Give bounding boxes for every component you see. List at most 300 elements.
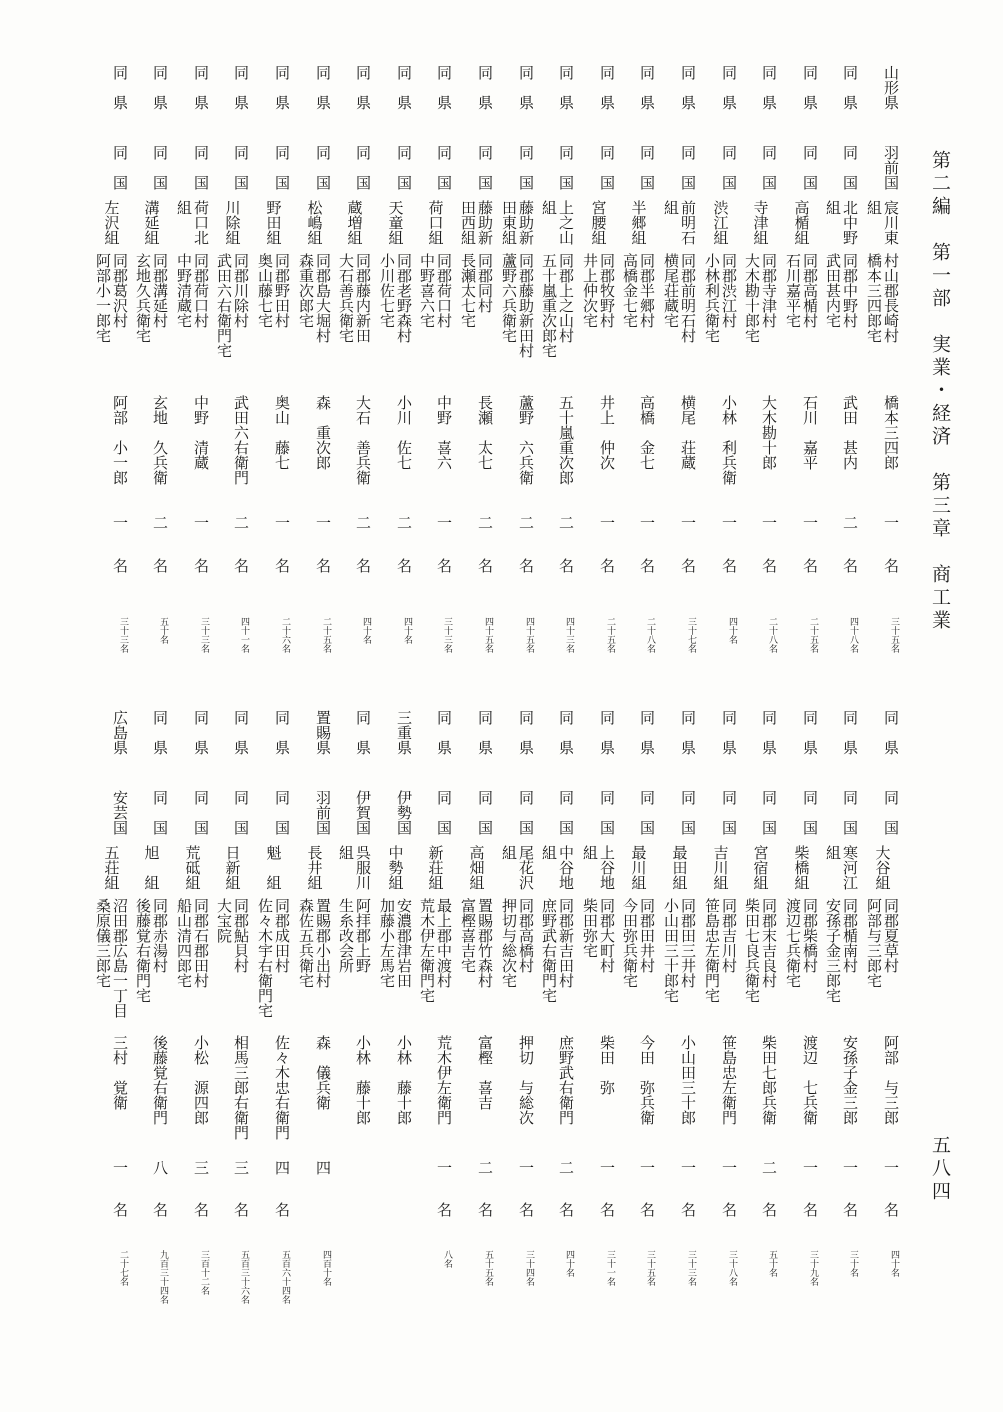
owner-name: 柴田 弥 <box>598 1035 616 1095</box>
group-name-line: 長井組 <box>305 845 324 890</box>
address-line: 阿部小一郎宅 <box>94 253 112 343</box>
province: 同 国 <box>314 145 332 190</box>
group-name-line: 上谷地 <box>598 845 616 890</box>
address-line: 笹島忠左衛門宅 <box>703 898 721 1003</box>
count: 一 <box>841 1160 859 1175</box>
group-name <box>212 200 252 245</box>
group-name-line: 新荘組 <box>426 845 445 890</box>
address <box>294 898 334 988</box>
count-unit: 名 <box>111 1202 129 1217</box>
register-entry <box>131 705 171 1325</box>
address-line: 奥山藤七宅 <box>256 253 274 328</box>
group-name-line: 組 <box>865 200 883 215</box>
group-name <box>334 200 374 245</box>
owner-name: 押切 与総次 <box>517 1035 535 1125</box>
register-entry <box>781 60 821 670</box>
group-name-line: 荒砥組 <box>183 845 202 890</box>
prefecture: 同 県 <box>273 710 291 755</box>
province: 同 国 <box>557 790 575 835</box>
owner-name: 大木勘十郎 <box>760 395 778 470</box>
address-line: 村山郡長崎村 <box>882 253 900 343</box>
group-name-line: 川除組 <box>223 200 242 245</box>
worker-count: 四十八名 <box>848 617 858 653</box>
group-name <box>821 845 861 890</box>
register-entry <box>91 60 131 670</box>
province: 同 国 <box>517 790 535 835</box>
address <box>375 898 415 988</box>
owner-name: 奥山 藤七 <box>273 395 291 470</box>
group-name <box>862 845 902 890</box>
worker-count: 三十五名 <box>889 617 899 653</box>
address <box>253 898 293 1018</box>
prefecture: 同 県 <box>354 65 372 110</box>
address-line: 桑原儀三郎宅 <box>94 898 112 988</box>
owner-name: 後藤覚右衛門 <box>151 1035 169 1125</box>
register-entry <box>700 60 740 670</box>
address-line: 同郡柴橋村 <box>801 898 819 973</box>
register-entry <box>578 705 618 1325</box>
address <box>375 253 415 343</box>
register-entry <box>294 705 334 1325</box>
owner-name: 小林 藤十郎 <box>354 1035 372 1125</box>
count: 一 <box>598 1160 616 1175</box>
province: 伊勢国 <box>395 790 413 835</box>
address <box>497 898 537 988</box>
group-name-line: 溝延組 <box>142 200 161 245</box>
prefecture: 同 県 <box>638 710 656 755</box>
prefecture: 同 県 <box>517 65 535 110</box>
group-name <box>781 200 821 245</box>
group-name-line: 天童組 <box>386 200 405 245</box>
address-line: 大木勘十郎宅 <box>743 253 761 343</box>
province: 同 国 <box>801 145 819 190</box>
address-line: 小林利兵衛宅 <box>703 253 721 343</box>
address-line: 井上仲次宅 <box>581 253 599 328</box>
prefecture: 同 県 <box>720 65 738 110</box>
province: 同 国 <box>151 790 169 835</box>
count-unit: 名 <box>882 1202 900 1217</box>
count: 二 <box>476 515 494 530</box>
register-entry <box>415 705 455 1325</box>
register-entry <box>456 705 496 1325</box>
worker-count: 四十名 <box>361 617 371 644</box>
address <box>578 253 618 328</box>
address-line: 加藤小左馬宅 <box>378 898 396 988</box>
group-name-line: 呉服川 <box>354 845 372 890</box>
group-name <box>781 845 821 890</box>
group-name-line: 組 <box>540 200 558 215</box>
worker-count: 五百三十六名 <box>239 1250 249 1304</box>
group-name-line: 藤助新 <box>517 200 535 245</box>
register-entry <box>497 60 537 670</box>
address-line: 玄地久兵衛宅 <box>134 253 152 343</box>
worker-count: 四百十名 <box>321 1250 331 1286</box>
count: 二 <box>557 1160 575 1175</box>
owner-name: 佐々木忠右衛門 <box>273 1035 291 1140</box>
owner-name: 蘆野 六兵衛 <box>517 395 535 485</box>
address-line: 同郡鮎貝村 <box>232 898 250 973</box>
group-name-line: 尾花沢 <box>517 845 535 890</box>
worker-count: 五十五名 <box>483 1250 493 1286</box>
count-unit: 名 <box>151 1202 169 1217</box>
group-name-line: 高楯組 <box>792 200 811 245</box>
group-name-line: 組 <box>824 200 842 215</box>
address-line: 柴田弥宅 <box>581 898 599 958</box>
address <box>821 898 861 1003</box>
register-entry <box>212 60 252 670</box>
group-name <box>212 845 252 890</box>
address <box>131 898 171 1003</box>
group-name <box>578 200 618 245</box>
group-name <box>578 845 618 890</box>
province: 安芸国 <box>111 790 129 835</box>
group-name-line: 組 <box>540 845 558 860</box>
group-name <box>497 845 537 890</box>
register-entry <box>172 60 212 670</box>
count: 一 <box>638 1160 656 1175</box>
group-name <box>456 845 496 890</box>
prefecture: 同 県 <box>151 65 169 110</box>
owner-name: 橋本三四郎 <box>882 395 900 470</box>
count-unit: 名 <box>841 1202 859 1217</box>
worker-count: 三十五名 <box>645 1250 655 1286</box>
address-line: 大宝院 <box>215 898 233 943</box>
count: 二 <box>760 1160 778 1175</box>
register-entry <box>253 60 293 670</box>
address <box>781 898 821 988</box>
page-number: 五八四 <box>929 1135 951 1204</box>
address-line: 同郡吉川村 <box>720 898 738 973</box>
address-line: 同郡夏草村 <box>882 898 900 973</box>
count-unit: 名 <box>273 1202 291 1217</box>
province: 同 国 <box>760 790 778 835</box>
count: 一 <box>720 1160 738 1175</box>
province: 同 国 <box>395 145 413 190</box>
group-name <box>497 200 537 245</box>
group-name-line: 日新組 <box>223 845 242 890</box>
prefecture: 同 県 <box>435 710 453 755</box>
prefecture: 広島県 <box>111 710 129 755</box>
address <box>618 898 658 988</box>
prefecture: 同 県 <box>598 710 616 755</box>
worker-count: 二十五名 <box>321 617 331 653</box>
prefecture: 同 県 <box>273 65 291 110</box>
count-unit: 名 <box>395 558 413 573</box>
prefecture: 同 県 <box>232 65 250 110</box>
register-entry <box>253 705 293 1325</box>
worker-count: 八名 <box>442 1250 452 1268</box>
address <box>212 898 252 973</box>
address <box>578 898 618 973</box>
province: 同 国 <box>598 790 616 835</box>
owner-name: 柴田七郎兵衛 <box>760 1035 778 1125</box>
register-entry <box>862 705 902 1325</box>
address-line: 安孫子金三郎宅 <box>824 898 842 1003</box>
worker-count: 三十一名 <box>605 1250 615 1286</box>
province: 同 国 <box>760 145 778 190</box>
group-name-line: 田西組 <box>459 200 477 245</box>
group-name-line: 野田組 <box>264 200 283 245</box>
group-name <box>375 845 415 890</box>
group-name <box>91 200 131 245</box>
register-entry <box>537 60 577 670</box>
count-unit: 名 <box>679 1202 697 1217</box>
owner-name: 相馬三郎右衛門 <box>232 1035 250 1140</box>
register-entry <box>375 60 415 670</box>
province: 同 国 <box>192 145 210 190</box>
count: 一 <box>679 1160 697 1175</box>
worker-count: 四十名 <box>889 1250 899 1277</box>
address <box>700 898 740 1003</box>
register-entry <box>618 60 658 670</box>
count-unit: 名 <box>598 1202 616 1217</box>
owner-name: 井上 仲次 <box>598 395 616 470</box>
prefecture: 同 県 <box>476 710 494 755</box>
count: 二 <box>151 515 169 530</box>
prefecture: 同 県 <box>192 710 210 755</box>
prefecture: 同 県 <box>679 710 697 755</box>
worker-count: 三十九名 <box>808 1250 818 1286</box>
owner-name: 小川 佐七 <box>395 395 413 470</box>
worker-count: 四十名 <box>727 617 737 644</box>
address-line: 同郡赤湯村 <box>151 898 169 973</box>
count: 四 <box>273 1160 291 1175</box>
worker-count: 二十七名 <box>118 1250 128 1286</box>
register-entry <box>740 60 780 670</box>
owner-name: 阿部 小一郎 <box>111 395 129 485</box>
owner-name: 高橋 金七 <box>638 395 656 470</box>
register-entry <box>618 705 658 1325</box>
owner-name: 小松 源四郎 <box>192 1035 210 1125</box>
address-line: 同郡渋江村 <box>720 253 738 328</box>
group-name <box>740 200 780 245</box>
owner-name: 中野 喜六 <box>435 395 453 470</box>
count-unit: 名 <box>760 558 778 573</box>
prefecture: 置賜県 <box>314 710 332 755</box>
count: 一 <box>314 515 332 530</box>
address-line: 同郡前明石村 <box>679 253 697 343</box>
group-name <box>253 845 293 890</box>
group-name <box>862 200 902 245</box>
address-line: 同郡藤内新田 <box>354 253 372 343</box>
worker-count: 四十五名 <box>524 617 534 653</box>
prefecture: 同 県 <box>841 65 859 110</box>
province: 羽前国 <box>882 145 900 190</box>
group-name-line: 松嶋組 <box>305 200 324 245</box>
owner-name: 大石 善兵衛 <box>354 395 372 485</box>
province: 同 国 <box>598 145 616 190</box>
address <box>172 898 212 988</box>
count: 二 <box>476 1160 494 1175</box>
owner-name: 笹島忠左衛門 <box>720 1035 738 1125</box>
address <box>212 253 252 358</box>
prefecture: 同 県 <box>598 65 616 110</box>
address <box>131 253 171 343</box>
group-name-line: 組 <box>581 845 599 860</box>
worker-count: 五百六十四名 <box>280 1250 290 1304</box>
address-line: 同郡上之山村 <box>557 253 575 343</box>
address-line: 中野清蔵宅 <box>175 253 193 328</box>
count-unit: 名 <box>720 1202 738 1217</box>
count-unit: 名 <box>111 558 129 573</box>
address <box>172 253 212 328</box>
group-name <box>740 845 780 890</box>
worker-count: 三十三名 <box>686 1250 696 1286</box>
group-name-line: 宸川東 <box>882 200 900 245</box>
group-name <box>294 200 334 245</box>
group-name-line: 最田組 <box>670 845 689 890</box>
count: 二 <box>354 515 372 530</box>
owner-name: 武田 甚内 <box>841 395 859 470</box>
owner-name: 阿部 与三郎 <box>882 1035 900 1125</box>
province: 同 国 <box>476 145 494 190</box>
group-name-line: 蔵増組 <box>345 200 364 245</box>
group-name-line: 左沢組 <box>102 200 121 245</box>
count-unit: 名 <box>882 558 900 573</box>
count: 二 <box>232 515 250 530</box>
group-name-line: 寺津組 <box>751 200 770 245</box>
address <box>781 253 821 328</box>
province: 同 国 <box>679 790 697 835</box>
address <box>91 898 131 1018</box>
count: 一 <box>882 1160 900 1175</box>
group-name <box>172 845 212 890</box>
group-name-line: 組 <box>500 845 518 860</box>
group-name <box>415 200 455 245</box>
group-name <box>700 845 740 890</box>
address-line: 荒木伊左衛門宅 <box>418 898 436 1003</box>
address <box>415 253 455 328</box>
group-name-line: 高畑組 <box>467 845 486 890</box>
owner-name: 横尾 荘蔵 <box>679 395 697 470</box>
address <box>456 898 496 988</box>
count: 一 <box>517 1160 535 1175</box>
group-name-line: 宮宿組 <box>751 845 770 890</box>
address-line: 阿拝郡上野 <box>354 898 372 973</box>
register-entry <box>659 705 699 1325</box>
group-name-line: 旭 組 <box>142 845 161 890</box>
group-name <box>537 200 577 245</box>
group-name <box>456 200 496 245</box>
worker-count: 三十八名 <box>727 1250 737 1286</box>
group-name-line: 半郷組 <box>629 200 648 245</box>
prefecture: 同 県 <box>801 65 819 110</box>
prefecture: 同 県 <box>232 710 250 755</box>
count: 一 <box>638 515 656 530</box>
count-unit: 名 <box>151 558 169 573</box>
address-line: 同郡楯南村 <box>841 898 859 973</box>
address <box>659 253 699 343</box>
count-unit: 名 <box>476 1202 494 1217</box>
register-entry <box>781 705 821 1325</box>
owner-name: 三村 覚衛 <box>111 1035 129 1110</box>
owner-name: 石川 嘉平 <box>801 395 819 470</box>
group-name-line: 藤助新 <box>476 200 494 245</box>
worker-count: 三十三名 <box>118 617 128 653</box>
province: 羽前国 <box>314 790 332 835</box>
register-upper-block <box>0 60 1003 670</box>
address-line: 同郡荷口村 <box>435 253 453 328</box>
address-line: 富樫喜吉宅 <box>459 898 477 973</box>
address-line: 中野喜六宅 <box>418 253 436 328</box>
province: 同 国 <box>882 790 900 835</box>
count-unit: 名 <box>476 558 494 573</box>
address-line: 今田弥兵衛宅 <box>621 898 639 988</box>
address-line: 小川佐七宅 <box>378 253 396 328</box>
address-line: 横尾荘蔵宅 <box>662 253 680 328</box>
address <box>91 253 131 343</box>
count-unit: 名 <box>638 558 656 573</box>
address <box>537 898 577 1003</box>
group-name <box>415 845 455 890</box>
address-line: 同郡葛沢村 <box>111 253 129 328</box>
prefecture: 同 県 <box>679 65 697 110</box>
prefecture: 同 県 <box>517 710 535 755</box>
address-line: 同郡田三井村 <box>679 898 697 988</box>
count-unit: 名 <box>679 558 697 573</box>
prefecture: 同 県 <box>435 65 453 110</box>
owner-name: 森 重次郎 <box>314 395 332 470</box>
group-name-line: 組 <box>175 200 193 215</box>
address <box>253 253 293 328</box>
count: 一 <box>801 1160 819 1175</box>
register-entry <box>294 60 334 670</box>
address-line: 森佐五兵衛宅 <box>297 898 315 988</box>
worker-count: 五十名 <box>158 617 168 644</box>
register-entry <box>578 60 618 670</box>
address-line: 武田甚内宅 <box>824 253 842 328</box>
prefecture: 同 県 <box>557 65 575 110</box>
address-line: 同郡島大堀村 <box>314 253 332 343</box>
count: 一 <box>882 515 900 530</box>
address-line: 渡辺七兵衛宅 <box>784 898 802 988</box>
province: 同 国 <box>557 145 575 190</box>
address <box>700 253 740 343</box>
address-line: 高橋金七宅 <box>621 253 639 328</box>
address-line: 阿部与三郎宅 <box>865 898 883 988</box>
province: 同 国 <box>720 790 738 835</box>
owner-name: 今田 弥兵衛 <box>638 1035 656 1125</box>
count-unit: 名 <box>354 558 372 573</box>
address-line: 同郡藤助新田村 <box>517 253 535 358</box>
owner-name: 庶野武右衛門 <box>557 1035 575 1125</box>
count: 一 <box>679 515 697 530</box>
address <box>415 898 455 1003</box>
count: 一 <box>273 515 291 530</box>
owner-name: 渡辺 七兵衛 <box>801 1035 819 1125</box>
address-line: 同郡石郡田村 <box>192 898 210 988</box>
count-unit: 名 <box>273 558 291 573</box>
group-name <box>91 845 131 890</box>
province: 同 国 <box>232 790 250 835</box>
count: 一 <box>720 515 738 530</box>
prefecture: 同 県 <box>720 710 738 755</box>
province: 同 国 <box>476 790 494 835</box>
group-name-line: 前明石 <box>679 200 697 245</box>
worker-count: 三十四名 <box>524 1250 534 1286</box>
prefecture: 同 県 <box>841 710 859 755</box>
province: 同 国 <box>841 790 859 835</box>
province: 同 国 <box>517 145 535 190</box>
count: 二 <box>517 515 535 530</box>
group-name-line: 組 <box>824 845 842 860</box>
worker-count: 二十六名 <box>280 617 290 653</box>
count: 二 <box>557 515 575 530</box>
address-line: 武田六右衛門宅 <box>215 253 233 358</box>
worker-count: 四十名 <box>564 1250 574 1277</box>
count: 一 <box>760 515 778 530</box>
province: 同 国 <box>354 145 372 190</box>
